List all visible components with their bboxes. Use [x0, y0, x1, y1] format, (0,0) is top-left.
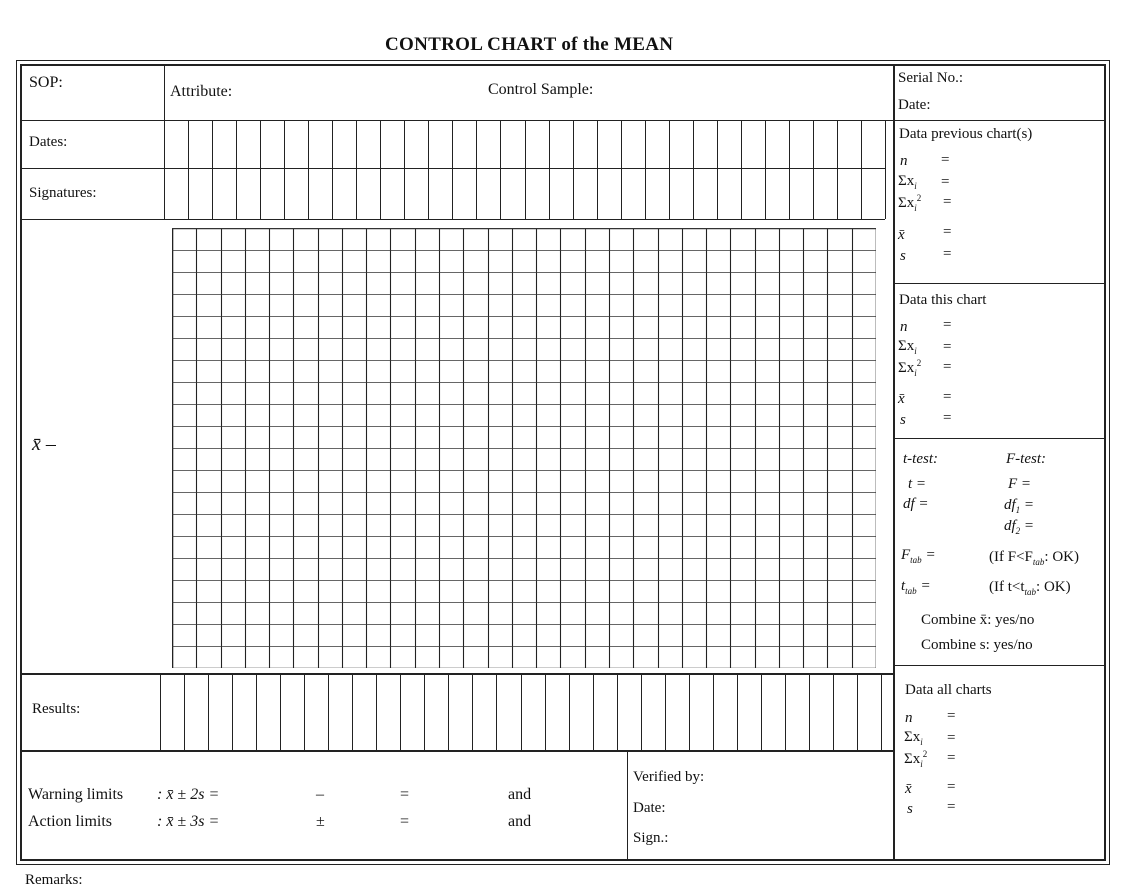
- page-title: CONTROL CHART of the MEAN: [385, 34, 674, 55]
- dates-column-line: [308, 120, 309, 219]
- dates-column-line: [428, 120, 429, 219]
- all-charts-heading: Data all charts: [905, 682, 992, 698]
- all-mean: x̄: [905, 781, 912, 797]
- df1-eq: $df_1$ =: [1004, 497, 1035, 515]
- results-column-line: [424, 675, 425, 750]
- results-bottom-line: [20, 750, 893, 752]
- signatures-label: Signatures:: [29, 185, 97, 201]
- verification-divider: [627, 750, 628, 861]
- this-sum-x2: $\Sigma x_i^2$: [898, 358, 922, 378]
- dates-column-line: [693, 120, 694, 219]
- sop-label: SOP:: [29, 74, 63, 91]
- results-column-line: [160, 675, 161, 750]
- signatures-bottom-line: [20, 219, 885, 220]
- results-column-line: [448, 675, 449, 750]
- f-eq: F =: [1008, 476, 1032, 492]
- dates-column-line: [260, 120, 261, 219]
- serial-no-label: Serial No.:: [898, 70, 963, 86]
- remarks-label: Remarks:: [25, 872, 83, 888]
- this-s: s: [900, 412, 906, 428]
- attribute-label: Attribute:: [170, 83, 233, 100]
- results-column-line: [857, 675, 858, 750]
- dates-label: Dates:: [29, 134, 68, 150]
- dates-column-line: [717, 120, 718, 219]
- dates-column-line: [669, 120, 670, 219]
- results-column-line: [208, 675, 209, 750]
- dates-column-line: [861, 120, 862, 219]
- prev-s: s: [900, 248, 906, 264]
- t-tab-eq: $t_{tab}$ =: [901, 578, 931, 596]
- dates-column-line: [380, 120, 381, 219]
- results-column-line: [785, 675, 786, 750]
- dates-column-line: [500, 120, 501, 219]
- dates-column-line: [549, 120, 550, 219]
- results-column-line: [184, 675, 185, 750]
- dates-column-line: [789, 120, 790, 219]
- prev-n: n: [900, 153, 908, 169]
- results-column-line: [232, 675, 233, 750]
- this-n: n: [900, 319, 908, 335]
- action-formula: : x̄ ± 3s =: [157, 813, 220, 830]
- action-equals: =: [400, 813, 410, 830]
- results-grid[interactable]: [160, 675, 881, 750]
- results-column-line: [472, 675, 473, 750]
- dates-column-line: [765, 120, 766, 219]
- dates-column-line: [621, 120, 622, 219]
- warning-formula: : x̄ ± 2s =: [157, 786, 220, 803]
- prev-mean: x̄: [898, 227, 905, 243]
- control-chart-grid[interactable]: [172, 228, 876, 668]
- action-and: and: [508, 813, 532, 830]
- prev-sum-x-eq: =: [941, 174, 950, 190]
- results-column-line: [304, 675, 305, 750]
- results-column-line: [713, 675, 714, 750]
- all-s: s: [907, 801, 913, 817]
- t-test-label: t-test:: [903, 451, 938, 467]
- dates-column-line: [597, 120, 598, 219]
- dates-column-line: [573, 120, 574, 219]
- dates-column-line: [645, 120, 646, 219]
- x-bar-axis-label: x̄ –: [32, 433, 56, 455]
- dates-column-line: [476, 120, 477, 219]
- right-divider-1: [893, 120, 1106, 121]
- right-column-divider: [893, 64, 895, 861]
- results-column-line: [761, 675, 762, 750]
- this-mean: x̄: [898, 391, 905, 407]
- t-condition: (If $t<t_{tab}$: OK): [989, 579, 1071, 597]
- this-s-eq: =: [943, 410, 952, 426]
- results-column-line: [376, 675, 377, 750]
- results-column-line: [881, 675, 882, 750]
- f-tab-eq: $F_{tab}$ =: [901, 547, 936, 565]
- all-sum-x: $\Sigma x_i$: [904, 729, 923, 747]
- prev-n-eq: =: [941, 152, 950, 168]
- header-date-label: Date:: [898, 97, 931, 113]
- sign-label: Sign.:: [633, 830, 669, 846]
- prev-chart-heading: Data previous chart(s): [899, 126, 1033, 142]
- warning-minus: –: [316, 786, 324, 803]
- dates-column-line: [284, 120, 285, 219]
- verified-by-label: Verified by:: [633, 769, 705, 785]
- dates-column-line: [741, 120, 742, 219]
- combine-s-label: Combine s: yes/no: [921, 637, 1033, 653]
- dates-column-line: [837, 120, 838, 219]
- results-column-line: [593, 675, 594, 750]
- prev-s-eq: =: [943, 246, 952, 262]
- this-chart-heading: Data this chart: [899, 292, 987, 308]
- this-sum-x-eq: =: [943, 339, 952, 355]
- warning-and: and: [508, 786, 532, 803]
- results-column-line: [809, 675, 810, 750]
- results-column-line: [496, 675, 497, 750]
- all-n: n: [905, 710, 913, 726]
- results-column-line: [569, 675, 570, 750]
- f-test-label: F-test:: [1006, 451, 1046, 467]
- results-column-line: [689, 675, 690, 750]
- dates-column-line: [356, 120, 357, 219]
- control-sample-label: Control Sample:: [488, 81, 594, 98]
- df2-eq: $df_2$ =: [1004, 518, 1035, 536]
- df-eq: df =: [903, 496, 929, 512]
- dates-column-line: [164, 120, 165, 219]
- results-column-line: [617, 675, 618, 750]
- all-n-eq: =: [947, 708, 956, 724]
- warning-limits-label: Warning limits: [28, 786, 124, 803]
- f-condition: (If $F<F_{tab}$: OK): [989, 549, 1079, 567]
- results-column-line: [400, 675, 401, 750]
- right-divider-3: [893, 438, 1106, 439]
- dates-column-line: [404, 120, 405, 219]
- dates-column-line: [332, 120, 333, 219]
- dates-column-line: [212, 120, 213, 219]
- all-mean-eq: =: [947, 779, 956, 795]
- dates-signatures-grid[interactable]: [164, 120, 885, 219]
- dates-column-line: [188, 120, 189, 219]
- prev-sum-x2-eq: =: [943, 194, 952, 210]
- this-sum-x2-eq: =: [943, 359, 952, 375]
- right-divider-2: [893, 283, 1106, 284]
- results-column-line: [545, 675, 546, 750]
- combine-x-label: Combine x̄: yes/no: [921, 612, 1035, 628]
- results-column-line: [521, 675, 522, 750]
- t-eq: t =: [908, 476, 927, 492]
- all-sum-x2: $\Sigma x_i^2$: [904, 749, 928, 769]
- all-s-eq: =: [947, 799, 956, 815]
- results-column-line: [737, 675, 738, 750]
- prev-sum-x: $\Sigma x_i$: [898, 173, 917, 191]
- dates-column-line: [236, 120, 237, 219]
- dates-column-line: [452, 120, 453, 219]
- right-divider-4: [893, 665, 1106, 666]
- dates-column-line: [885, 120, 886, 219]
- results-column-line: [665, 675, 666, 750]
- all-sum-x-eq: =: [947, 730, 956, 746]
- results-column-line: [352, 675, 353, 750]
- warning-equals: =: [400, 786, 410, 803]
- dates-column-line: [525, 120, 526, 219]
- this-n-eq: =: [943, 317, 952, 333]
- results-column-line: [641, 675, 642, 750]
- results-column-line: [256, 675, 257, 750]
- action-limits-label: Action limits: [28, 813, 112, 830]
- this-mean-eq: =: [943, 389, 952, 405]
- results-label: Results:: [32, 701, 81, 717]
- results-column-line: [280, 675, 281, 750]
- this-sum-x: $\Sigma x_i$: [898, 338, 917, 356]
- prev-mean-eq: =: [943, 224, 952, 240]
- action-pm: ±: [316, 813, 325, 830]
- prev-sum-x2: $\Sigma x_i^2$: [898, 193, 922, 213]
- verification-date-label: Date:: [633, 800, 666, 816]
- results-column-line: [328, 675, 329, 750]
- results-column-line: [833, 675, 834, 750]
- all-sum-x2-eq: =: [947, 750, 956, 766]
- dates-column-line: [813, 120, 814, 219]
